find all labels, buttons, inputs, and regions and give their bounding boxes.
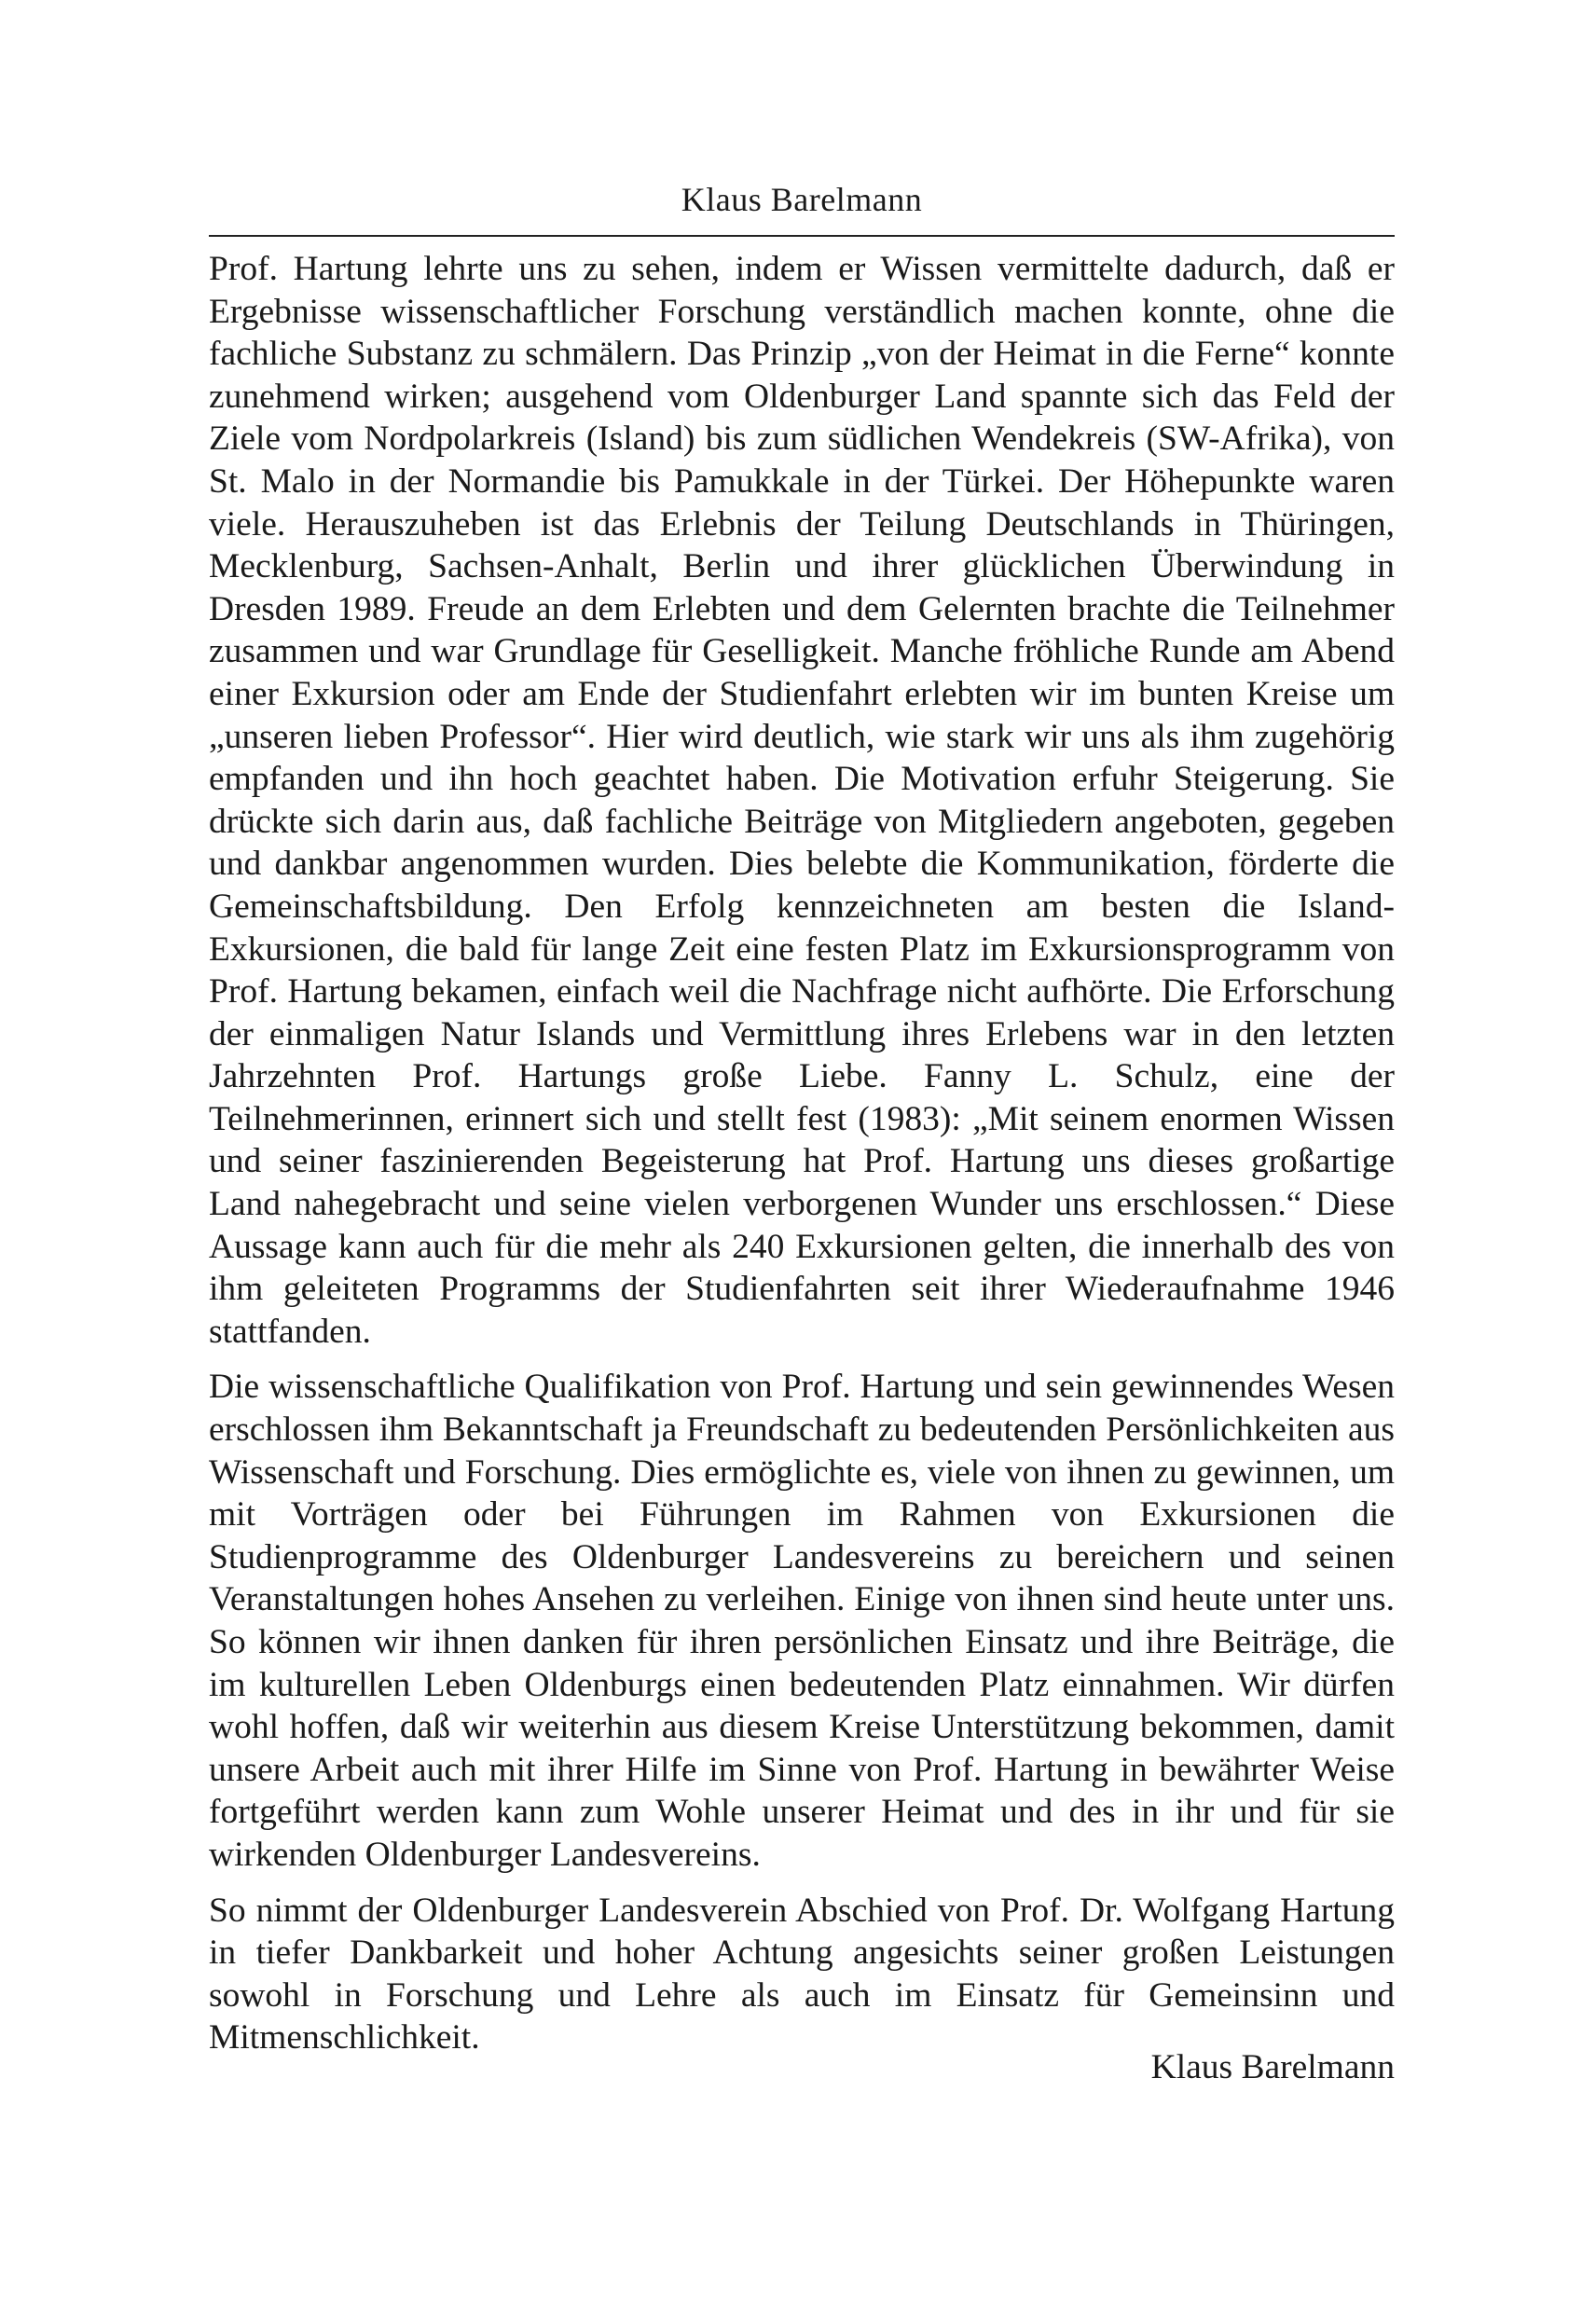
- paragraph-2: Die wissenschaftliche Qualifikation von Prof. Hartung und sein gewinnendes Wesen erschlossen ihm Bekanntschaft ja Freundschaft zu bedeutenden Persönlichkeiten aus Wissenschaft und Forschung. Dies ermöglichte es, viele von ihnen zu gewinnen, um mit Vorträgen oder bei Führungen im Rahmen von Exkursionen die Studienprogramme des Oldenburger Landesvereins zu bereichern und seinen Veranstaltungen hohes Ansehen zu verleihen. Einige von ihnen sind heute unter uns. So können wir ihnen danken für ihren persönlichen Einsatz und ihre Beiträge, die im kulturellen Leben Oldenburgs einen bedeutenden Platz einnahmen. Wir dürfen wohl hoffen, daß wir weiterhin aus diesem Kreise Unterstützung bekommen, damit unsere Arbeit auch mit ihrer Hilfe im Sinne von Prof. Hartung in bewährter Weise fortgeführt werden kann zum Wohle unserer Heimat und des in ihr und für sie wirkenden Oldenburger Landesvereins.: [209, 1368, 1395, 1874]
- header-rule: [209, 235, 1395, 237]
- paragraph-1: Prof. Hartung lehrte uns zu sehen, indem er Wissen vermittelte dadurch, daß er Ergebnisse wissenschaftlicher Forschung verständlich machen konnte, ohne die fachliche Substanz zu schmälern. Das Prinzip „von der Heimat in die Ferne“ konnte zunehmend wirken; ausgehend vom Oldenburger Land spannte sich das Feld der Ziele vom Nordpolarkreis (Island) bis zum südlichen Wendekreis (SW-Afrika), von St. Malo in der Normandie bis Pamukkale in der Türkei. Der Höhepunkte waren viele. Herauszuheben ist das Erlebnis der Teilung Deutschlands in Thüringen, Mecklenburg, Sachsen-Anhalt, Berlin und ihrer glücklichen Überwindung in Dresden 1989. Freude an dem Erlebten und dem Gelernten brachte die Teilnehmer zusammen und war Grundlage für Geselligkeit. Manche fröhliche Runde am Abend einer Exkursion oder am Ende der Studienfahrt erlebten wir im bunten Kreise um „unseren lieben Professor“. Hier wird deutlich, wie stark wir uns als ihm zugehörig empfanden und ihn hoch geachtet haben. Die Motivation erfuhr Steigerung. Sie drückte sich darin aus, daß fachliche Beiträge von Mitgliedern angeboten, gegeben und dankbar angenommen wurden. Dies belebte die Kommunikation, förderte die Gemeinschaftsbildung. Den Erfolg kennzeichneten am besten die Island-Exkursionen, die bald für lange Zeit eine festen Platz im Exkursionsprogramm von Prof. Hartung bekamen, einfach weil die Nachfrage nicht aufhörte. Die Erforschung der einmaligen Natur Islands und Vermittlung ihres Erlebens war in den letzten Jahrzehnten Prof. Hartungs große Liebe. Fanny L. Schulz, eine der Teilnehmerinnen, erinnert sich und stellt fest (1983): „Mit seinem enormen Wissen und seiner faszinierenden Begeisterung hat Prof. Hartung uns dieses großartige Land nahegebracht und seine vielen verborgenen Wunder uns erschlossen.“ Diese Aussage kann auch für die mehr als 240 Exkursionen gelten, die innerhalb des von ihm geleiteten Programms der Studienfahrten seit ihrer Wiederaufnahme 1946 stattfanden.: [209, 250, 1395, 1351]
- document-page: [209, 177, 1395, 2089]
- closing-row: [209, 1890, 1395, 2089]
- signature: Klaus Barelmann: [1150, 2047, 1395, 2086]
- paragraph-3: So nimmt der Oldenburger Landesverein Abschied von Prof. Dr. Wolfgang Hartung in tiefer Dankbarkeit und hoher Achtung angesichts seiner großen Leistungen sowohl in Forschung und Lehre als auch im Einsatz für Gemeinsinn und Mitmenschlichkeit.: [209, 1891, 1395, 2057]
- running-header: Klaus Barelmann: [681, 181, 923, 218]
- body-text: [209, 248, 1395, 2089]
